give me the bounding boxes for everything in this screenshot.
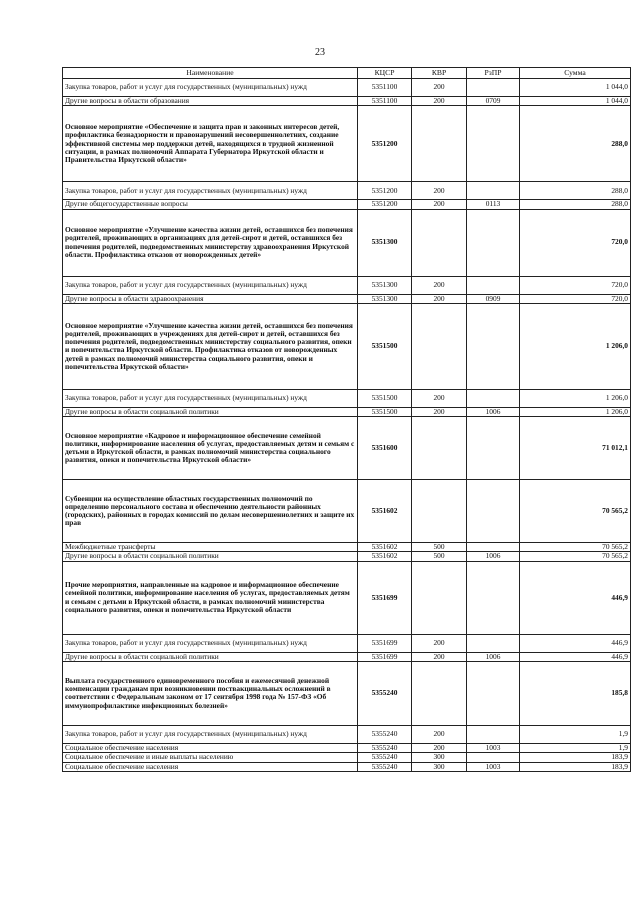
- cell-kcsr: 5351500: [358, 303, 412, 389]
- cell-kcsr: 5351699: [358, 652, 412, 661]
- cell-rzpr: [467, 182, 520, 200]
- cell-kcsr: 5351602: [358, 480, 412, 543]
- cell-sum: 1 044,0: [520, 79, 631, 97]
- cell-rzpr: 0909: [467, 294, 520, 303]
- cell-sum: 720,0: [520, 294, 631, 303]
- cell-kcsr: 5355240: [358, 762, 412, 771]
- cell-sum: 1,9: [520, 725, 631, 743]
- cell-sum: 70 565,2: [520, 552, 631, 561]
- table-row: [63, 753, 631, 762]
- cell-kvr: 200: [412, 276, 467, 294]
- cell-rzpr: 1003: [467, 743, 520, 752]
- table-row: [63, 652, 631, 661]
- cell-name: Закупка товаров, работ и услуг для государственных (муниципальных) нужд: [63, 634, 358, 652]
- cell-kvr: 200: [412, 200, 467, 209]
- cell-sum: 288,0: [520, 182, 631, 200]
- cell-rzpr: [467, 276, 520, 294]
- cell-name: Другие вопросы в области социальной политики: [63, 552, 358, 561]
- cell-kcsr: 5355240: [358, 661, 412, 725]
- cell-kcsr: 5351602: [358, 543, 412, 552]
- table-row: [63, 480, 631, 543]
- cell-rzpr: [467, 753, 520, 762]
- table-row: [63, 725, 631, 743]
- cell-rzpr: 1006: [467, 407, 520, 416]
- header-kvr: КВР: [412, 68, 467, 79]
- cell-name: Закупка товаров, работ и услуг для государственных (муниципальных) нужд: [63, 389, 358, 407]
- cell-kvr: 200: [412, 182, 467, 200]
- cell-sum: 446,9: [520, 634, 631, 652]
- cell-rzpr: [467, 661, 520, 725]
- budget-table: [62, 67, 631, 772]
- table-row: [63, 106, 631, 182]
- cell-kcsr: 5351100: [358, 79, 412, 97]
- cell-kvr: [412, 106, 467, 182]
- cell-name: Другие вопросы в области образования: [63, 97, 358, 106]
- cell-sum: 446,9: [520, 561, 631, 634]
- cell-name: Другие общегосударственные вопросы: [63, 200, 358, 209]
- cell-name: Другие вопросы в области социальной политики: [63, 652, 358, 661]
- cell-name: Основное мероприятие «Улучшение качества жизни детей, оставшихся без попечения родителей, проживающих в организациях для детей-сирот и детей, оставшихся без попечения родителей, подведомственных министерству здравоохранения Иркутской области. Профилактика отказов от новорожденных детей»: [63, 209, 358, 276]
- table-row: [63, 762, 631, 771]
- table-row: [63, 389, 631, 407]
- cell-name: Социальное обеспечение и иные выплаты населению: [63, 753, 358, 762]
- cell-name: Социальное обеспечение населения: [63, 743, 358, 752]
- table-row: [63, 209, 631, 276]
- table-row: [63, 417, 631, 480]
- cell-kvr: 200: [412, 725, 467, 743]
- cell-kcsr: 5355240: [358, 743, 412, 752]
- cell-sum: 70 565,2: [520, 480, 631, 543]
- header-sum: Сумма: [520, 68, 631, 79]
- cell-sum: 446,9: [520, 652, 631, 661]
- cell-kvr: 200: [412, 407, 467, 416]
- cell-rzpr: [467, 389, 520, 407]
- cell-rzpr: [467, 480, 520, 543]
- cell-kvr: [412, 209, 467, 276]
- table-row: [63, 661, 631, 725]
- cell-sum: 185,8: [520, 661, 631, 725]
- cell-kvr: 300: [412, 753, 467, 762]
- header-kcsr: КЦСР: [358, 68, 412, 79]
- cell-name: Закупка товаров, работ и услуг для государственных (муниципальных) нужд: [63, 182, 358, 200]
- cell-sum: 1 206,0: [520, 303, 631, 389]
- cell-kvr: 200: [412, 294, 467, 303]
- cell-kvr: [412, 661, 467, 725]
- cell-kvr: 200: [412, 743, 467, 752]
- cell-name: Субвенции на осуществление областных государственных полномочий по определению персонального состава и обеспечению деятельности районных (городских), районных в городах комиссий по делам несовершеннолетних и защите их прав: [63, 480, 358, 543]
- cell-sum: 70 565,2: [520, 543, 631, 552]
- cell-rzpr: [467, 106, 520, 182]
- cell-kcsr: 5351200: [358, 106, 412, 182]
- cell-sum: 1 206,0: [520, 389, 631, 407]
- cell-rzpr: [467, 79, 520, 97]
- cell-name: Прочие мероприятия, направленные на кадровое и информационное обеспечение семейной политики, информирование населения об услугах, предоставляемых детям и семьям с детьми в Иркутской области, в рамках полномочий министерства социального развития, опеки и попечительства Иркутской области: [63, 561, 358, 634]
- cell-rzpr: 0709: [467, 97, 520, 106]
- cell-name: Другие вопросы в области социальной политики: [63, 407, 358, 416]
- cell-rzpr: 1003: [467, 762, 520, 771]
- table-row: [63, 97, 631, 106]
- cell-kcsr: 5351200: [358, 200, 412, 209]
- cell-kvr: [412, 417, 467, 480]
- cell-name: Закупка товаров, работ и услуг для государственных (муниципальных) нужд: [63, 276, 358, 294]
- table-row: [63, 634, 631, 652]
- cell-sum: 1,9: [520, 743, 631, 752]
- cell-kcsr: 5351200: [358, 182, 412, 200]
- cell-name: Основное мероприятие «Обеспечение и защита прав и законных интересов детей, профилактика безнадзорности и правонарушений несовершеннолетних, создание эффективной системы мер поддержки детей, находящихся в трудной жизненной ситуации, в рамках полномочий Аппарата Губернатора Иркутской области и Правительства Иркутской области»: [63, 106, 358, 182]
- cell-rzpr: 0113: [467, 200, 520, 209]
- cell-kcsr: 5351600: [358, 417, 412, 480]
- cell-name: Межбюджетные трансферты: [63, 543, 358, 552]
- header-rzpr: РзПР: [467, 68, 520, 79]
- cell-kvr: 200: [412, 652, 467, 661]
- table-row: [63, 200, 631, 209]
- cell-rzpr: [467, 417, 520, 480]
- cell-kcsr: 5351500: [358, 389, 412, 407]
- cell-name: Закупка товаров, работ и услуг для государственных (муниципальных) нужд: [63, 79, 358, 97]
- cell-rzpr: 1006: [467, 652, 520, 661]
- cell-sum: 1 044,0: [520, 97, 631, 106]
- cell-kcsr: 5351500: [358, 407, 412, 416]
- cell-rzpr: [467, 634, 520, 652]
- cell-sum: 183,9: [520, 762, 631, 771]
- cell-sum: 720,0: [520, 276, 631, 294]
- cell-rzpr: [467, 303, 520, 389]
- table-row: [63, 407, 631, 416]
- cell-rzpr: [467, 725, 520, 743]
- table-row: [63, 182, 631, 200]
- page-number: 23: [315, 47, 325, 58]
- cell-rzpr: [467, 209, 520, 276]
- cell-sum: 1 206,0: [520, 407, 631, 416]
- cell-rzpr: [467, 561, 520, 634]
- table-header-row: [63, 68, 631, 79]
- cell-kcsr: 5351300: [358, 294, 412, 303]
- cell-name: Другие вопросы в области здравоохранения: [63, 294, 358, 303]
- table-row: [63, 561, 631, 634]
- table-row: [63, 276, 631, 294]
- cell-sum: 720,0: [520, 209, 631, 276]
- cell-sum: 183,9: [520, 753, 631, 762]
- header-name: Наименование: [63, 68, 358, 79]
- cell-name: Основное мероприятие «Кадровое и информационное обеспечение семейной политики, информирование населения об услугах, предоставляемых детям и семьям с детьми в Иркутской области, в рамках полномочий министерства социального развития, опеки и попечительства Иркутской области»: [63, 417, 358, 480]
- cell-kvr: [412, 561, 467, 634]
- cell-kvr: 200: [412, 79, 467, 97]
- cell-name: Основное мероприятие «Улучшение качества жизни детей, оставшихся без попечения родителей, проживающих в учреждениях для детей-сирот и детей, оставшихся без попечения родителей, подведомственных министерству социального развития, опеки и попечительства Иркутской области. Профилактика отказов от новорожденных детей в рамках полномочий министерства социального развития, опеки и попечительства Иркутской области»: [63, 303, 358, 389]
- cell-kvr: 200: [412, 97, 467, 106]
- cell-kcsr: 5355240: [358, 753, 412, 762]
- table-row: [63, 552, 631, 561]
- cell-kcsr: 5351699: [358, 561, 412, 634]
- cell-name: Социальное обеспечение населения: [63, 762, 358, 771]
- table-row: [63, 294, 631, 303]
- cell-sum: 288,0: [520, 106, 631, 182]
- cell-rzpr: 1006: [467, 552, 520, 561]
- cell-sum: 288,0: [520, 200, 631, 209]
- cell-kcsr: 5351602: [358, 552, 412, 561]
- cell-kcsr: 5351100: [358, 97, 412, 106]
- cell-kvr: 200: [412, 389, 467, 407]
- table-body: [63, 79, 631, 772]
- table-row: [63, 79, 631, 97]
- cell-kvr: 200: [412, 634, 467, 652]
- cell-kcsr: 5351699: [358, 634, 412, 652]
- cell-kvr: [412, 480, 467, 543]
- cell-kcsr: 5351300: [358, 209, 412, 276]
- cell-name: Выплата государственного единовременного пособия и ежемесячной денежной компенсации гражданам при возникновении поствакцинальных осложнений в соответствии с Федеральным законом от 17 сентября 1998 года № 157-ФЗ «Об иммунопрофилактике инфекционных болезней»: [63, 661, 358, 725]
- cell-kvr: 500: [412, 543, 467, 552]
- cell-kvr: [412, 303, 467, 389]
- cell-sum: 71 012,1: [520, 417, 631, 480]
- cell-kcsr: 5351300: [358, 276, 412, 294]
- cell-kvr: 300: [412, 762, 467, 771]
- cell-name: Закупка товаров, работ и услуг для государственных (муниципальных) нужд: [63, 725, 358, 743]
- cell-kvr: 500: [412, 552, 467, 561]
- cell-kcsr: 5355240: [358, 725, 412, 743]
- table-row: [63, 303, 631, 389]
